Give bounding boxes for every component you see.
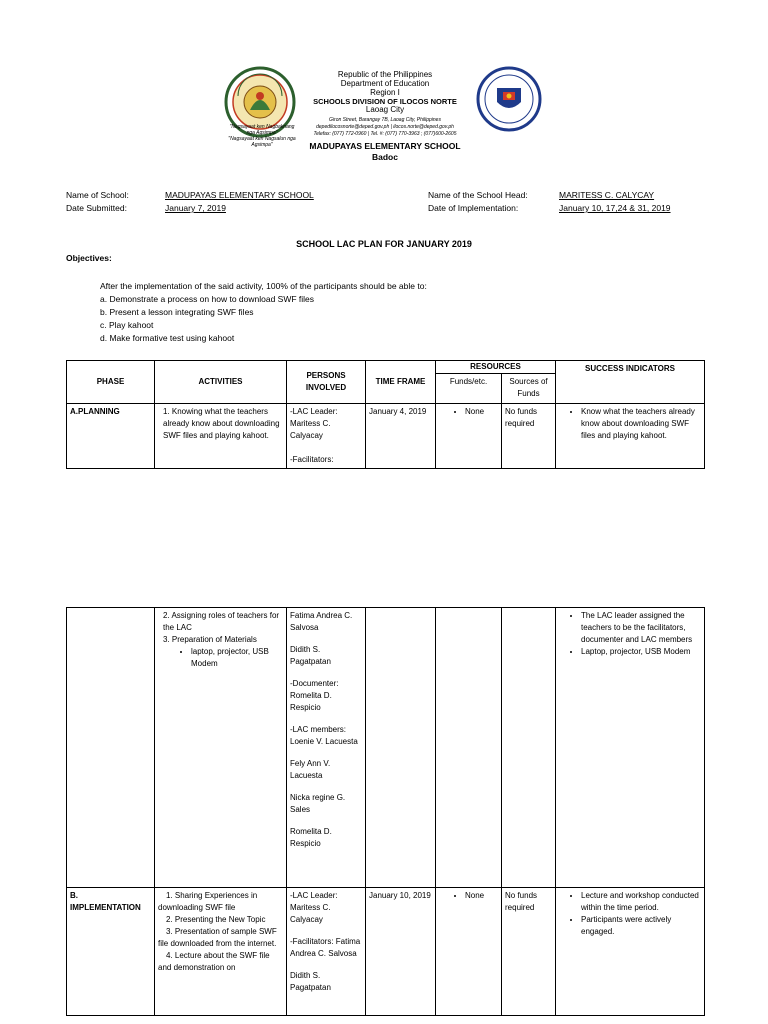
header-telefax: Telefax: (077) 772-0960 | Tel. #: (077) 770-3963 ; (077)600-2605 [313,131,457,137]
success-cell [556,608,705,888]
school-name-label: Name of School: [66,190,129,200]
funds-item: • None [465,890,498,902]
sources-cell: No funds required [502,404,556,469]
activity-item: 2. Assigning roles of teachers for the LAC [163,611,280,632]
persons-cell [287,888,366,1016]
materials-item: • laptop, projector, USB Modem [191,646,283,670]
objective-item: b. Present a lesson integrating SWF files [100,307,254,317]
date-submitted-label: Date Submitted: [66,203,127,213]
activity-cell: 1. Knowing what the teachers already know about downloading SWF files and playing kahoot. [155,404,287,469]
school-head-value: MARITESS C. CALYCAY [559,190,655,200]
table-row [67,888,705,1016]
town-header: Badoc [372,152,398,162]
activity-cell [155,888,287,1016]
sources-cell: No funds required [502,888,556,1016]
activity-cell [155,608,287,888]
activity-item: 4. Lecture about the SWF file and demonstration on [158,951,270,972]
objective-item: c. Play kahoot [100,320,154,330]
success-item: • Participants were actively engaged. [581,914,701,938]
persons-cell [287,404,366,469]
header-email: depedilocosnorte@deped.gov.ph | ilocos.norte@deped.gov.ph [316,124,454,130]
header-phase: PHASE [67,361,155,404]
success-item: • The LAC leader assigned the teachers to be the facilitators, documenter and LAC members [581,610,701,646]
person-entry: -Facilitators: Fatima Andrea C. Salvosa [290,937,361,958]
person-entry: -LAC members: Loenie V. Lacuesta [290,725,358,746]
person-entry: -Facilitators: [290,455,334,464]
activity-item: 3. Presentation of sample SWF file downloaded from the internet. [158,927,277,948]
funds-cell [436,404,502,469]
header-sources: Sources of Funds [502,374,556,404]
school-name-header: MADUPAYAS ELEMENTARY SCHOOL [309,141,461,151]
school-head-label: Name of the School Head: [428,190,528,200]
timeframe-cell [366,608,436,888]
header-activities: ACTIVITIES [155,361,287,404]
activity-item: 2. Presenting the New Topic [166,915,266,924]
phase-cell: B. IMPLEMENTATION [67,888,155,1016]
person-entry: Didith S. Pagatpatan [290,645,331,666]
left-seal-motto [226,124,298,148]
success-cell [556,404,705,469]
header-address: Giron Street, Barangay 7B, Laoag City, Philippines [329,117,441,123]
activity-item: 1. Sharing Experiences in downloading SWF file [158,891,258,912]
phase-cell [67,608,155,888]
person-entry: Nicka regine G. Sales [290,793,346,814]
phase-cell: A.PLANNING [67,404,155,469]
objective-item: a. Demonstrate a process on how to download SWF files [100,294,315,304]
seal-motto-line: "Nagsayaat ken Nagbaknang nga Agsimpa" [229,124,295,136]
activity-item: 3. Preparation of Materials [163,635,257,644]
objectives-intro: After the implementation of the said activity, 100% of the participants should be able to: [100,281,427,291]
funds-cell [436,608,502,888]
sources-cell [502,608,556,888]
objectives-heading: Objectives: [66,253,112,263]
school-name-value: MADUPAYAS ELEMENTARY SCHOOL [165,190,314,200]
persons-cell [287,608,366,888]
header-funds: Funds/etc. [436,374,502,404]
success-item: • Laptop, projector, USB Modem [581,646,701,658]
header-success: SUCCESS INDICATORS [556,361,705,404]
success-item: • Know what the teachers already know about downloading SWF files and playing kahoot. [581,406,701,442]
person-entry: -LAC Leader: Maritess C. Calyacay [290,891,338,924]
deped-seal-logo [476,66,542,132]
header-line-city: Laoag City [365,105,405,114]
seal-motto-line: "Nagsayaat ken Nagsalun nga Agsimpa" [228,136,296,148]
funds-item: • None [465,406,498,418]
header-line-deped: Department of Education [340,79,430,88]
person-entry: Didith S. Pagatpatan [290,971,331,992]
implementation-date-value: January 10, 17,24 & 31, 2019 [559,203,671,213]
header-persons: PERSONS INVOLVED [287,361,366,404]
header-line-region: Region I [370,88,400,97]
person-entry: -LAC Leader: Maritess C. Calyacay [290,407,338,440]
funds-cell [436,888,502,1016]
timeframe-cell: January 4, 2019 [366,404,436,469]
header-line-division: SCHOOLS DIVISION OF ILOCOS NORTE [313,97,457,106]
lac-plan-table-page2 [66,607,705,1016]
timeframe-cell: January 10, 2019 [366,888,436,1016]
person-entry: -Documenter: Romelita D. Respicio [290,679,339,712]
person-entry: Romelita D. Respicio [290,827,332,848]
implementation-date-label: Date of Implementation: [428,203,519,213]
person-entry: Fely Ann V. Lacuesta [290,759,331,780]
date-submitted-value: January 7, 2019 [165,203,226,213]
person-entry: Fatima Andrea C. Salvosa [290,611,353,632]
table-row [67,608,705,888]
document-title: SCHOOL LAC PLAN FOR JANUARY 2019 [296,239,472,249]
success-item: • Lecture and workshop conducted within the time period. [581,890,701,914]
objective-item: d. Make formative test using kahoot [100,333,235,343]
success-cell [556,888,705,1016]
header-resources: RESOURCES [436,361,556,374]
header-line-republic: Republic of the Philippines [337,70,433,79]
table-row [67,404,705,469]
header-timeframe: TIME FRAME [366,361,436,404]
lac-plan-table-page1 [66,360,705,469]
